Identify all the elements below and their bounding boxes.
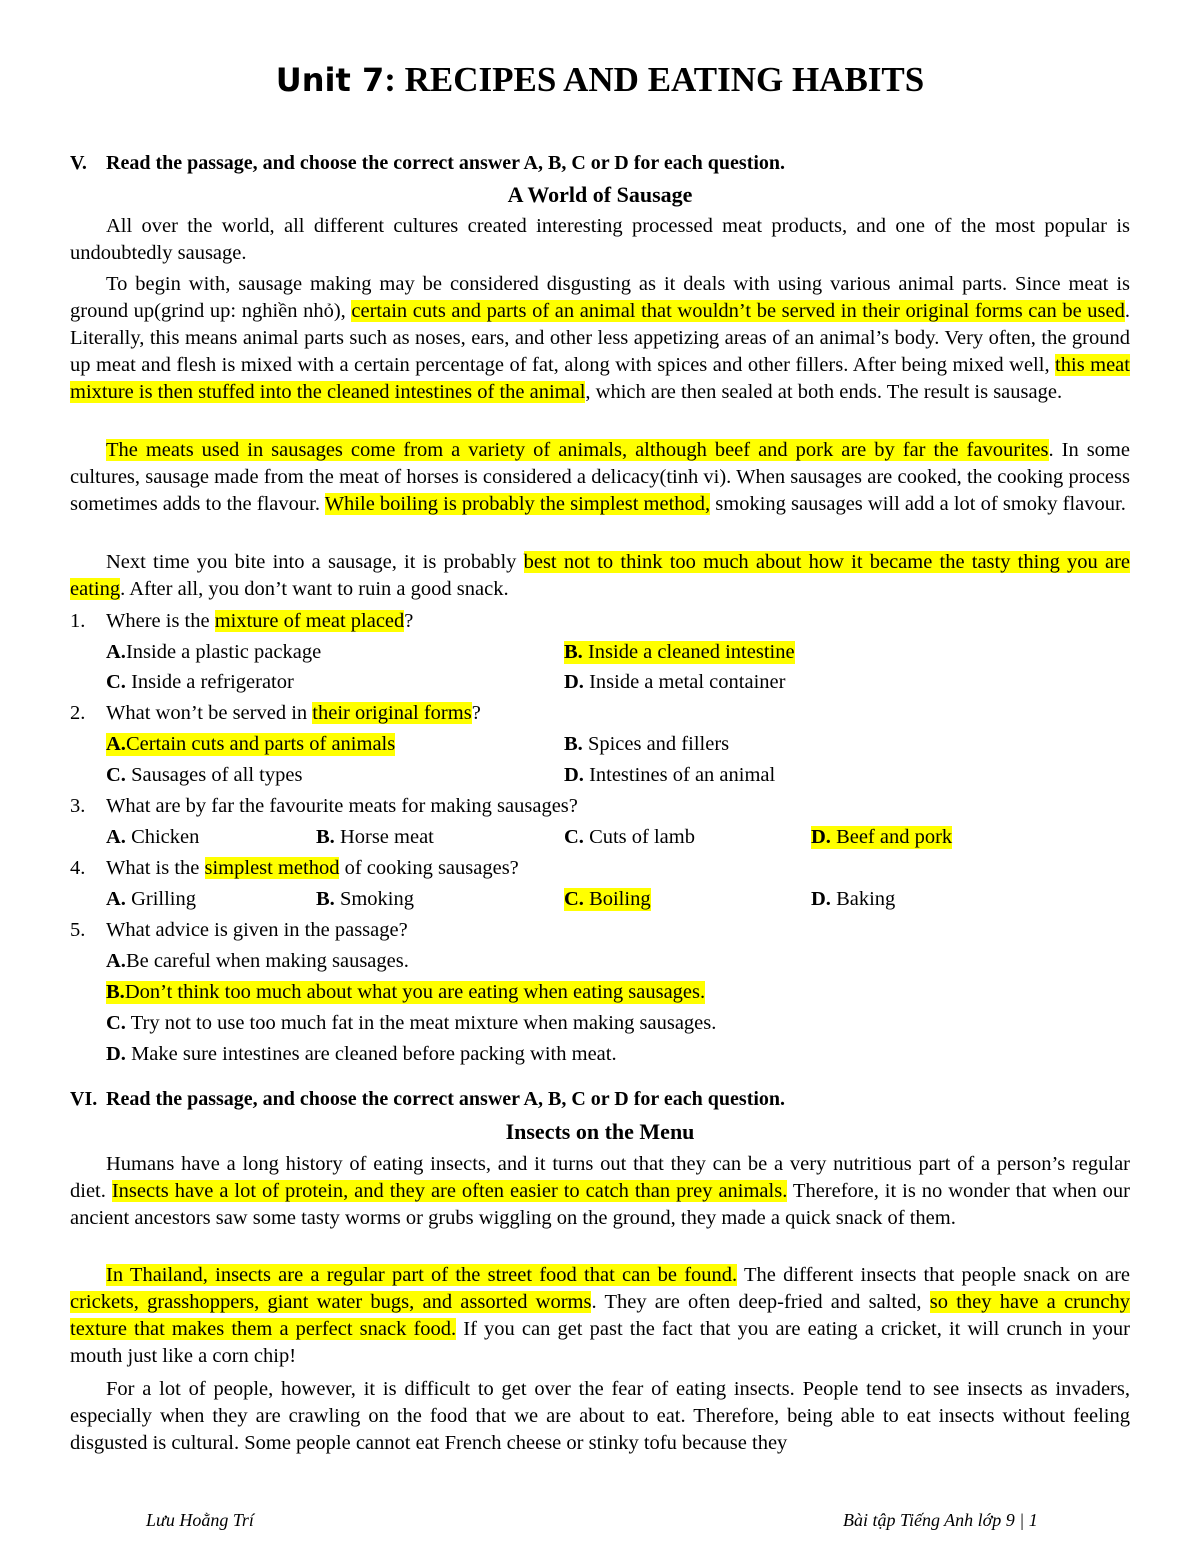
q2-option-b[interactable]: B. Spices and fillers xyxy=(564,733,730,755)
q3-option-a[interactable]: A. Chicken xyxy=(106,826,200,848)
passage-title-sausage: A World of Sausage xyxy=(507,182,693,207)
footer-author: Lưu Hoằng Trí xyxy=(146,1510,254,1530)
highlight: Insects have a lot of protein, and they are often easier to catch than prey animals. xyxy=(111,1180,788,1202)
unit-number: Unit 7 xyxy=(275,61,385,99)
q4-option-d[interactable]: D. Baking xyxy=(811,888,896,910)
q3-option-b[interactable]: B. Horse meat xyxy=(316,826,434,848)
q1-option-c[interactable]: C. Inside a refrigerator xyxy=(106,671,294,693)
sausage-paragraph-3: The meats used in sausages come from a variety of animals, although beef and pork are by far the favourites. In some cultures, sausage made from the meat of horses is considered a delicacy(tinh vi). When sausages are cooked, the cooking process sometimes adds to the flavour. While boiling is probably the simplest method, smoking sausages will add a lot of smoky flavour. xyxy=(70,439,1130,515)
sausage-paragraph-1: All over the world, all different cultures created interesting processed meat products, and one of the most popular is undoubtedly sausage. xyxy=(70,215,1130,264)
highlight: The meats used in sausages come from a variety of animals, although beef and pork are by far the favourites xyxy=(106,439,1049,461)
sausage-paragraph-2: To begin with, sausage making may be considered disgusting as it deals with using various animal parts. Since meat is ground up(grind up: nghiền nhỏ), certain cuts and parts of an animal that wouldn’t be served in their original forms can be used. Literally, this means animal parts such as noses, ears, and other less appetizing areas of an animal’s body. Very often, the ground up meat and flesh is mixed with a certain percentage of fat, along with spices and other fillers. After being mixed well, this meat mixture is then stuffed into the cleaned intestines of the animal, which are then sealed at both ends. The result is sausage. xyxy=(70,273,1130,403)
highlight: so they have a crunchy texture that makes them a perfect snack food. xyxy=(70,1291,1130,1340)
q5-option-b[interactable]: B.Don’t think too much about what you are eating when eating sausages. xyxy=(106,981,706,1003)
section-5-instruction: V. Read the passage, and choose the correct answer A, B, C or D for each question. xyxy=(70,152,786,174)
q3-option-d[interactable]: D. Beef and pork xyxy=(811,826,953,848)
insects-paragraph-3: For a lot of people, however, it is difficult to get over the fear of eating insects. People tend to see insects as invaders, especially when they are crawling on the food that we are about to eat. Therefore, being able to eat insects without feeling disgusted is cultural. Some people cannot eat French cheese or stinky tofu because they xyxy=(70,1378,1130,1454)
q5-option-c[interactable]: C. Try not to use too much fat in the meat mixture when making sausages. xyxy=(106,1012,717,1034)
highlight: best not to think too much about how it became the tasty thing you are eating xyxy=(70,551,1130,600)
highlight: this meat mixture is then stuffed into the cleaned intestines of the animal xyxy=(70,354,1130,403)
sausage-paragraph-4: Next time you bite into a sausage, it is probably best not to think too much about how it became the tasty thing you are eating. After all, you don’t want to ruin a good snack. xyxy=(70,551,1130,600)
q1-option-d[interactable]: D. Inside a metal container xyxy=(564,671,786,693)
question-3: 3. What are by far the favourite meats for making sausages? xyxy=(70,795,578,817)
insects-paragraph-2: In Thailand, insects are a regular part of the street food that can be found. The different insects that people snack on are crickets, grasshoppers, giant water bugs, and assorted worms. They are often deep-fried and salted, so they have a crunchy texture that makes them a perfect snack food. If you can get past the fact that you are eating a cricket, it will crunch in your mouth just like a corn chip! xyxy=(70,1264,1131,1367)
question-5: 5. What advice is given in the passage? xyxy=(70,919,408,941)
q4-option-a[interactable]: A. Grilling xyxy=(106,888,196,910)
q4-option-b[interactable]: B. Smoking xyxy=(316,888,414,910)
q3-option-c[interactable]: C. Cuts of lamb xyxy=(564,826,695,848)
highlight: certain cuts and parts of an animal that wouldn’t be served in their original forms can be used xyxy=(351,300,1125,322)
highlight: crickets, grasshoppers, giant water bugs, and assorted worms xyxy=(70,1291,592,1313)
footer-page-label: Bài tập Tiếng Anh lớp 9 | 1 xyxy=(843,1510,1038,1530)
passage-title-insects: Insects on the Menu xyxy=(505,1119,695,1144)
question-4: 4. What is the simplest method of cooking sausages? xyxy=(70,857,519,879)
q5-option-d[interactable]: D. Make sure intestines are cleaned before packing with meat. xyxy=(106,1043,617,1065)
section-6-instruction: VI. Read the passage, and choose the correct answer A, B, C or D for each question. xyxy=(70,1088,786,1110)
q1-option-b[interactable]: B. Inside a cleaned intestine xyxy=(564,641,795,663)
q1-option-a[interactable]: A.Inside a plastic package xyxy=(106,641,322,663)
highlight: In Thailand, insects are a regular part of the street food that can be found. xyxy=(106,1264,738,1286)
q2-option-d[interactable]: D. Intestines of an animal xyxy=(564,764,776,786)
question-2: 2. What won’t be served in their original forms? xyxy=(70,702,481,724)
highlight: While boiling is probably the simplest method, xyxy=(324,493,711,515)
unit-title xyxy=(70,60,1130,100)
q2-option-c[interactable]: C. Sausages of all types xyxy=(106,764,303,786)
question-1: 1. Where is the mixture of meat placed? xyxy=(70,610,414,632)
q5-option-a[interactable]: A.Be careful when making sausages. xyxy=(106,950,409,972)
insects-paragraph-1: Humans have a long history of eating insects, and it turns out that they can be a very nutritious part of a person’s regular diet. Insects have a lot of protein, and they are often easier to catch than prey animals. Therefore, it is no wonder that when our ancient ancestors saw some tasty worms or grubs wiggling on the ground, they made a quick snack of them. xyxy=(70,1153,1131,1229)
q4-option-c[interactable]: C. Boiling xyxy=(564,888,651,910)
q2-option-a[interactable]: A.Certain cuts and parts of animals xyxy=(106,733,396,755)
unit-name: : RECIPES AND EATING HABITS xyxy=(384,60,925,99)
